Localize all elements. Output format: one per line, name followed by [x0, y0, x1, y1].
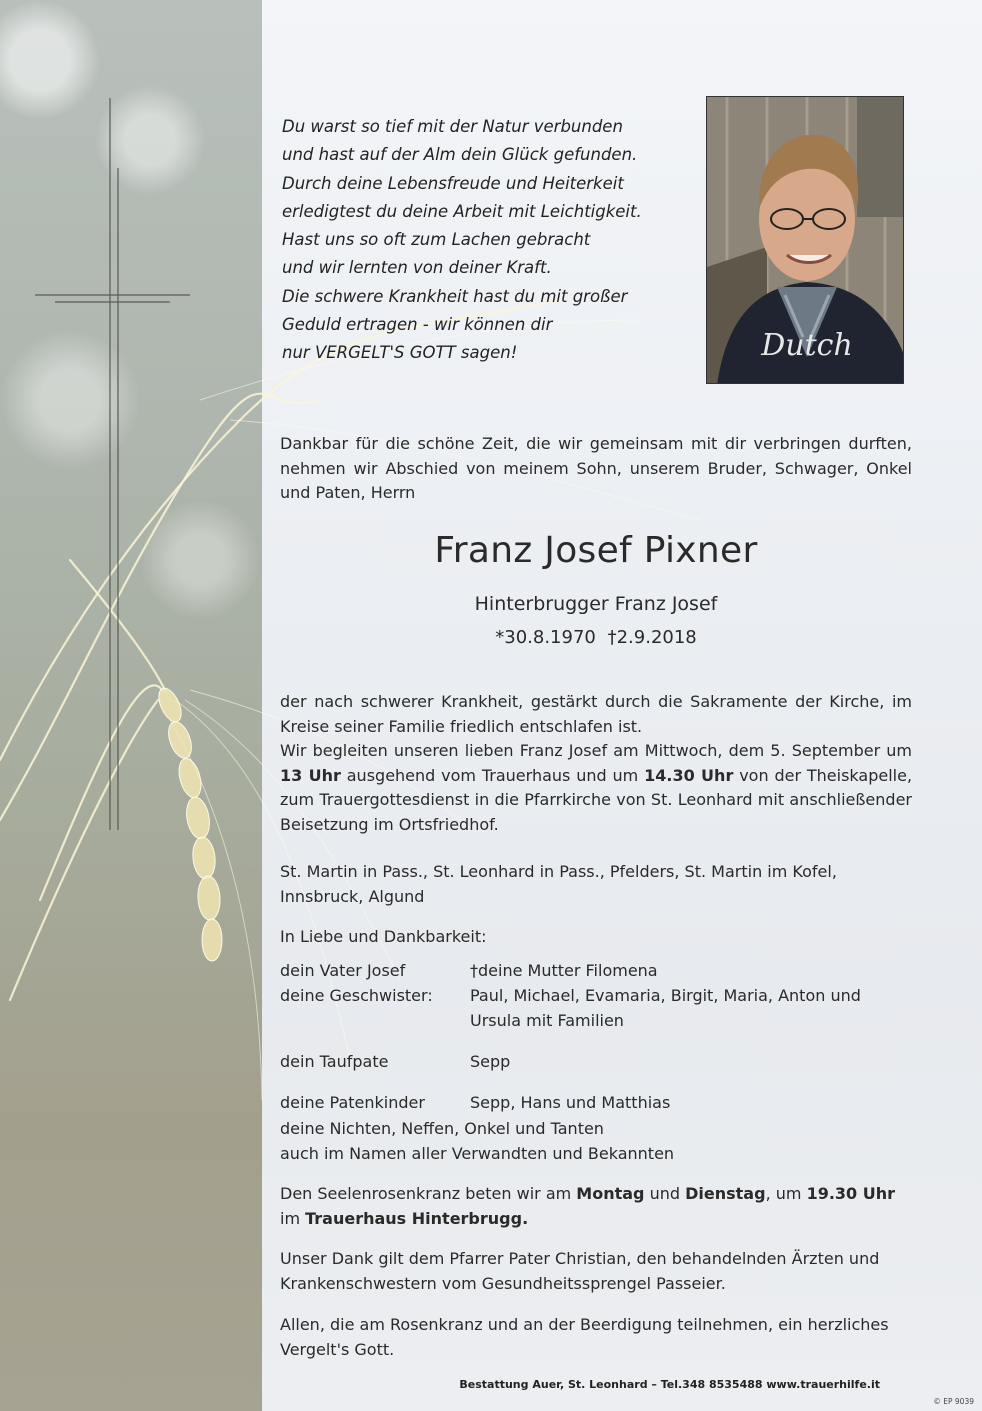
- schedule-text: Wir begleiten unseren lieben Franz Josef am Mittwoch, dem 5. September um: [280, 741, 912, 760]
- death-date: †2.9.2018: [607, 627, 697, 648]
- schedule-text: von der Theiskapelle, zum Trauergottesdienst in die Pfarrkirche von St. Leonhard mit anschließender Beisetzung im Ortsfriedhof.: [280, 765, 913, 834]
- extended-family-line: auch im Namen aller Verwandten und Bekannten: [280, 1144, 675, 1163]
- poem-line: Du warst so tief mit der Natur verbunden: [282, 117, 623, 136]
- family-label: dein Taufpate: [280, 1052, 389, 1071]
- rosary-text: Den Seelenrosenkranz beten wir am: [280, 1184, 572, 1203]
- rosary-text: und: [649, 1184, 681, 1203]
- poem-line: und wir lernten von deiner Kraft.: [282, 258, 552, 278]
- cross-icon: [0, 0, 262, 840]
- funeral-home-footer: Bestattung Auer, St. Leonhard – Tel.348 8535488 www.trauerhilfe.it: [459, 1378, 880, 1391]
- rosary-notice: [280, 1182, 912, 1231]
- love-line: In Liebe und Dankbarkeit:: [280, 927, 487, 946]
- family-row: [280, 958, 912, 983]
- poem-line: Die schwere Krankheit hast du mit großer: [282, 286, 628, 306]
- funeral-details: [280, 690, 912, 837]
- template-code: © EP 9039: [933, 1397, 974, 1406]
- schedule-time-1: 13 Uhr: [280, 765, 341, 785]
- poem-line: Durch deine Lebensfreude und Heiterkeit: [282, 173, 624, 193]
- deceased-name: Franz Josef Pixner: [434, 530, 758, 571]
- rosary-day-2: Dienstag: [685, 1184, 766, 1203]
- family-value: †deine Mutter Filomena: [470, 961, 658, 980]
- poem-line: und hast auf der Alm dein Glück gefunden.: [282, 145, 638, 165]
- rosary-day-1: Montag: [576, 1184, 645, 1203]
- family-label: dein Vater Josef: [280, 961, 406, 980]
- rosary-location: Trauerhaus Hinterbrugg.: [305, 1208, 529, 1228]
- life-dates: [280, 627, 912, 648]
- family-value: Sepp, Hans und Matthias: [470, 1093, 671, 1112]
- family-value: Paul, Michael, Evamaria, Birgit, Maria, Anton und Ursula mit Familien: [470, 986, 861, 1030]
- poem-line: nur VERGELT'S GOTT sagen!: [282, 343, 518, 363]
- poem-line: Hast uns so oft zum Lachen gebracht: [282, 230, 591, 250]
- extended-family-line: deine Nichten, Neffen, Onkel und Tanten: [280, 1119, 604, 1138]
- family-label: deine Geschwister:: [280, 986, 433, 1005]
- passing-text: der nach schwerer Krankheit, gestärkt durch die Sakramente der Kirche, im Kreise seiner Familie friedlich entschlafen ist.: [280, 692, 912, 736]
- schedule-time-2: 14.30 Uhr: [644, 765, 734, 785]
- family-label: deine Patenkinder: [280, 1093, 425, 1112]
- family-row: [280, 1090, 912, 1115]
- rosary-text: , um: [765, 1184, 802, 1203]
- places-list: St. Martin in Pass., St. Leonhard in Pass., Pfelders, St. Martin im Kofel, Innsbruck, Algund: [280, 862, 837, 906]
- thanks-paragraph: Unser Dank gilt dem Pfarrer Pater Christian, den behandelnden Ärzten und Krankenschwestern vom Gesundheitssprengel Passeier.: [280, 1249, 880, 1293]
- memorial-poem: [282, 113, 682, 368]
- birth-date: *30.8.1970: [495, 627, 596, 648]
- family-row: [280, 1049, 912, 1074]
- family-list: [280, 958, 912, 1115]
- poem-line: erledigtest du deine Arbeit mit Leichtigkeit.: [282, 201, 642, 221]
- closing-paragraph: Allen, die am Rosenkranz und an der Beerdigung teilnehmen, ein herzliches Vergelt's Gott.: [280, 1315, 889, 1359]
- deceased-alt-name: Hinterbrugger Franz Josef: [474, 593, 718, 615]
- family-value: Sepp: [470, 1052, 511, 1071]
- intro-paragraph: Dankbar für die schöne Zeit, die wir gemeinsam mit dir verbringen durften, nehmen wir Abschied von meinem Sohn, unserem Bruder, Schwager, Onkel und Paten, Herrn: [280, 434, 912, 502]
- schedule-text: ausgehend vom Trauerhaus und um: [346, 765, 639, 785]
- family-row: [280, 983, 912, 1033]
- extended-family: [280, 1116, 674, 1166]
- portrait-photo: [706, 96, 904, 384]
- shirt-lettering: Dutch: [761, 328, 853, 363]
- rosary-time: 19.30 Uhr: [806, 1184, 896, 1203]
- funeral-schedule: [280, 739, 912, 837]
- poem-line: Geduld ertragen - wir können dir: [282, 315, 553, 335]
- rosary-text: im: [280, 1208, 301, 1228]
